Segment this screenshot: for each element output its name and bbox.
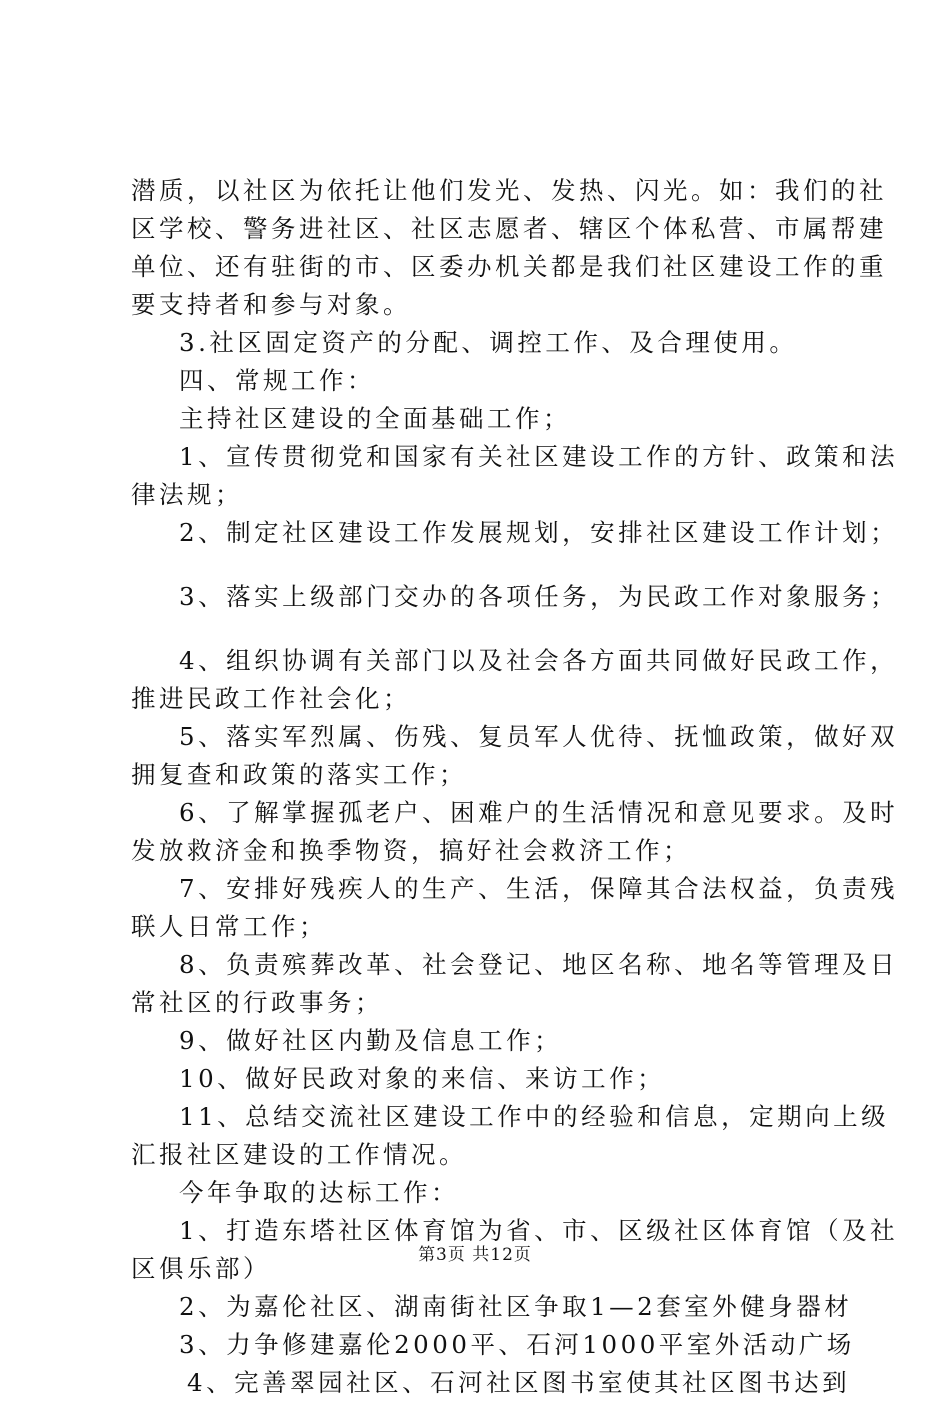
list-item-line: 1、打造东塔社区体育馆为省、市、区级社区体育馆（及社 <box>179 1216 899 1245</box>
list-item-line: 8、负责殡葬改革、社会登记、地区名称、地名等管理及日 <box>179 950 899 979</box>
list-item-line: 4、组织协调有关部门以及社会各方面共同做好民政工作， <box>179 646 899 675</box>
list-item-line: 3、力争修建嘉伦2000平、石河1000平室外活动广场 <box>179 1330 855 1359</box>
list-item-line: 拥复查和政策的落实工作； <box>131 760 467 789</box>
list-item-line: 1、宣传贯彻党和国家有关社区建设工作的方针、政策和法 <box>179 442 899 471</box>
list-item-line: 律法规； <box>131 480 243 509</box>
list-item-line: 汇报社区建设的工作情况。 <box>131 1140 467 1169</box>
body-text <box>131 172 899 1402</box>
list-item-line: 11、总结交流社区建设工作中的经验和信息，定期向上级 <box>179 1102 890 1131</box>
text-line: 单位、还有驻街的市、区委办机关都是我们社区建设工作的重 <box>131 252 887 281</box>
text-line: 潜质，以社区为依托让他们发光、发热、闪光。如：我们的社 <box>131 176 887 205</box>
list-item-line: 2、制定社区建设工作发展规划，安排社区建设工作计划； <box>179 518 899 547</box>
list-item-line: 10、做好民政对象的来信、来访工作； <box>179 1064 666 1093</box>
blank-gap <box>131 552 836 578</box>
list-item-line: 3、落实上级部门交办的各项任务，为民政工作对象服务； <box>179 582 899 611</box>
list-item-line: 4、完善翠园社区、石河社区图书室使其社区图书达到 <box>187 1368 851 1397</box>
list-item-line: 9、做好社区内勤及信息工作； <box>179 1026 563 1055</box>
list-item-line: 区俱乐部） <box>131 1254 271 1283</box>
text-line: 要支持者和参与对象。 <box>131 290 411 319</box>
page-number-footer: 第3页 共12页 <box>418 1245 532 1265</box>
list-item-line: 7、安排好残疾人的生产、生活，保障其合法权益，负责残 <box>179 874 899 903</box>
text-line: 3.社区固定资产的分配、调控工作、及合理使用。 <box>179 328 798 357</box>
list-item-line: 常社区的行政事务； <box>131 988 383 1017</box>
list-item-line: 2、为嘉伦社区、湖南街社区争取1—2套室外健身器材 <box>179 1292 853 1321</box>
text-line: 区学校、警务进社区、社区志愿者、辖区个体私营、市属帮建 <box>131 214 887 243</box>
list-item-line: 5、落实军烈属、伤残、复员军人优待、抚恤政策，做好双 <box>179 722 899 751</box>
blank-gap <box>131 616 836 642</box>
list-item-line: 联人日常工作； <box>131 912 327 941</box>
list-item-line: 发放救济金和换季物资，搞好社会救济工作； <box>131 836 691 865</box>
list-item-line: 推进民政工作社会化； <box>131 684 411 713</box>
list-item-line: 6、了解掌握孤老户、困难户的生活情况和意见要求。及时 <box>179 798 899 827</box>
text-line: 主持社区建设的全面基础工作； <box>179 404 571 433</box>
section-heading: 四、常规工作： <box>179 366 375 395</box>
section-heading: 今年争取的达标工作： <box>179 1178 459 1207</box>
